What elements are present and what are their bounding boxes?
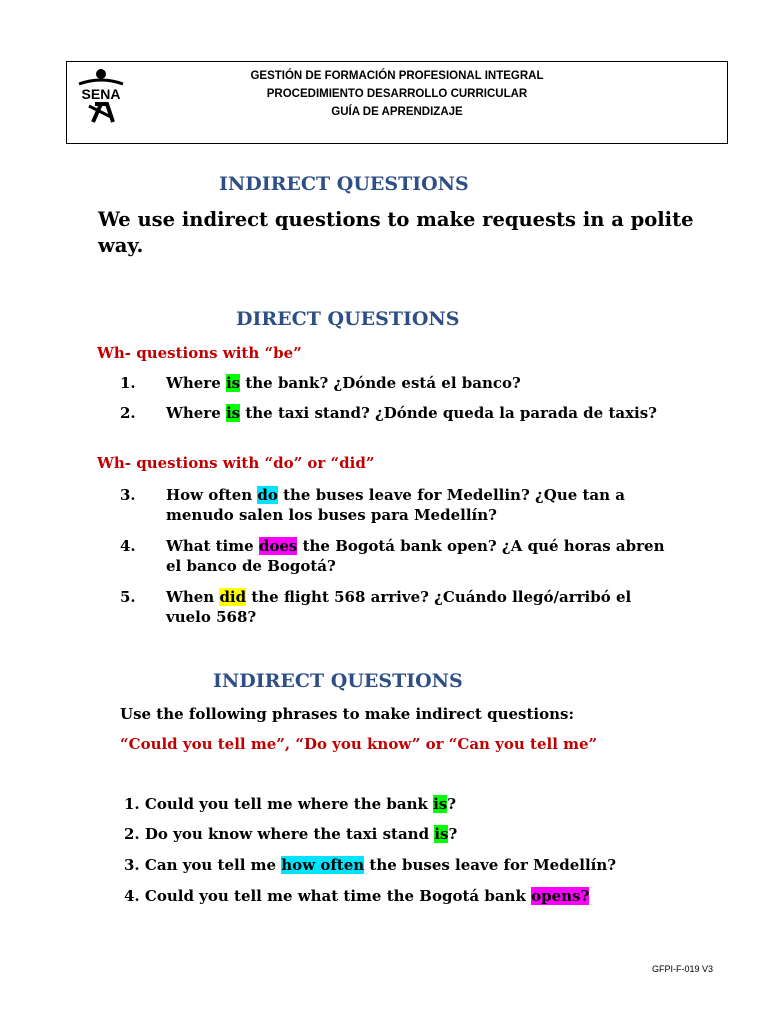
footer-code: GFPI-F-019 V3 [652,964,714,974]
highlight-verb: does [258,537,298,555]
highlight-verb: is [433,795,448,813]
item-text: Could you tell me what time the Bogotá bank [144,887,532,905]
item-number: 4. [124,887,140,905]
subheading-be: Wh- questions with “be” [97,344,302,362]
logo-text: SENA [81,86,121,102]
item-number: 1. [120,374,136,392]
title-indirect-questions: INDIRECT QUESTIONS [219,173,469,195]
highlight-verb: is [434,825,449,843]
title-indirect-questions-2: INDIRECT QUESTIONS [213,670,463,692]
item-number: 2. [120,404,136,422]
item-text: Can you tell me [144,856,282,874]
item-text: Could you tell me where the bank [144,795,434,813]
list-item [124,855,616,875]
title-direct-questions: DIRECT QUESTIONS [236,308,460,330]
document-header [66,61,728,144]
intro-text: We use indirect questions to make requests in a polite way. [98,208,694,257]
item-text: the bank? ¿Dónde está el banco? [240,374,521,392]
item-text: What time [166,537,259,555]
phrases-text: “Could you tell me”, “Do you know” or “Can you tell me” [120,735,598,753]
list-item [124,886,589,906]
list-item [124,824,457,844]
subheading-do-did: Wh- questions with “do” or “did” [97,454,375,472]
item-number: 3. [120,486,136,504]
item-text: Do you know where the taxi stand [144,825,435,843]
item-text: the buses leave for Medellin? ¿Que tan a menudo salen los buses para Medellín? [166,486,625,524]
item-text: When [166,588,220,606]
header-line-1: GESTIÓN DE FORMACIÓN PROFESIONAL INTEGRAL [250,70,544,82]
item-text: ? [447,795,457,813]
item-number: 1. [124,795,140,813]
highlight-verb: is [225,404,241,422]
item-text: Where [166,404,226,422]
item-text: the Bogotá bank open? ¿A qué horas abren el banco de Bogotá? [166,537,665,575]
item-number: 4. [120,537,136,555]
item-text: the flight 568 arrive? ¿Cuándo llegó/arribó el vuelo 568? [166,588,632,626]
highlight-verb: did [219,588,247,606]
header-line-2: PROCEDIMIENTO DESARROLLO CURRICULAR [266,88,528,100]
list-item [124,794,456,814]
instruction-text: Use the following phrases to make indirect questions: [120,705,574,723]
item-text: the buses leave for Medellín? [364,856,617,874]
item-text: How often [166,486,258,504]
highlight-phrase: how often [281,856,365,874]
item-number: 2. [124,825,140,843]
highlight-verb: do [257,486,278,504]
header-line-3: GUÍA DE APRENDIZAJE [331,106,463,118]
item-number: 3. [124,856,140,874]
item-text: Where [166,374,226,392]
item-number: 5. [120,588,136,606]
item-text: ? [448,825,458,843]
highlight-verb: is [225,374,241,392]
highlight-verb: opens? [531,887,590,905]
item-text: the taxi stand? ¿Dónde queda la parada de taxis? [240,404,657,422]
